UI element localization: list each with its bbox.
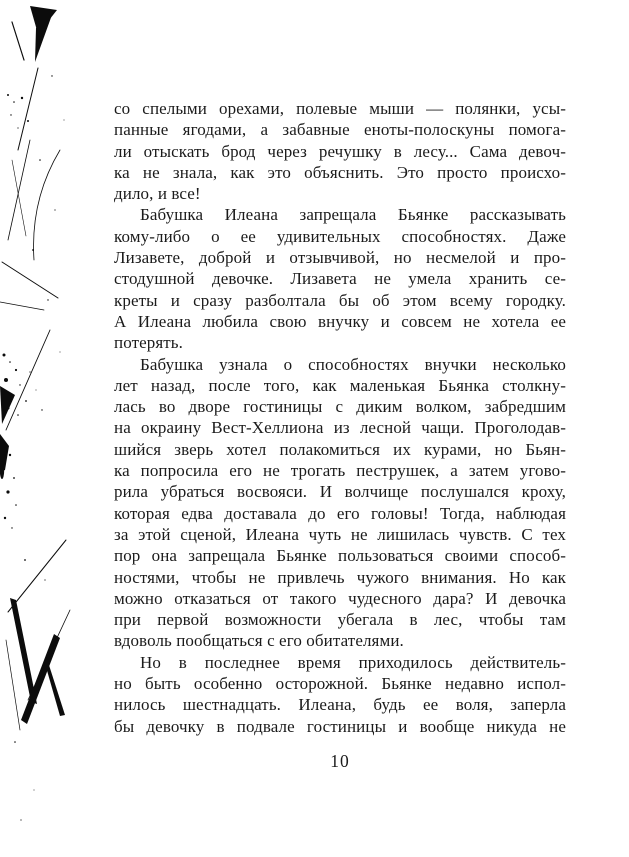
text-line: ка попросила его не трогать пеструшек, а затем угово- bbox=[114, 461, 566, 481]
text-line: Лизавете, доброй и отзывчивой, но несмелой и про- bbox=[114, 248, 566, 268]
text-line: со спелыми орехами, полевые мыши — полянки, усы- bbox=[114, 99, 566, 118]
text-line: пор она запрещала Бьянке пользоваться своими способ- bbox=[114, 546, 566, 566]
text-line: лась во дворе гостиницы с диким волком, забредшим bbox=[114, 397, 566, 417]
text-line: вдоволь пообщаться с его обитателями. bbox=[114, 631, 404, 651]
text-line: Бабушка Илеана запрещала Бьянке рассказывать bbox=[140, 205, 566, 225]
text-line: шийся зверь хотел полакомиться их курами, но Бьян- bbox=[114, 439, 566, 459]
ink-shard bbox=[0, 386, 15, 424]
text-line: которая едва доставала до его головы! Тогда, наблюдая bbox=[114, 503, 566, 523]
paragraph bbox=[114, 204, 566, 353]
text-line: рила убраться восвояси. И волчище послушался кроху, bbox=[114, 482, 566, 502]
text-line: кому-либо о ее удивительных способностях. Даже bbox=[114, 226, 566, 246]
text-line: бы девочку в подвале гостиницы и вообще никуда не bbox=[114, 716, 566, 736]
text-line: А Илеана любила свою внучку и совсем не хотела ее bbox=[114, 311, 566, 331]
paragraph bbox=[114, 354, 566, 652]
ink-shard bbox=[10, 598, 37, 704]
page-number: 10 bbox=[330, 751, 350, 771]
text-line: Но в последнее время приходилось действитель- bbox=[140, 652, 566, 672]
text-line: креты и сразу разболтала бы об этом всему городку. bbox=[114, 290, 566, 310]
ink-shard bbox=[44, 660, 65, 716]
margin-ink-decoration bbox=[0, 0, 112, 857]
paragraph bbox=[114, 98, 566, 204]
text-line: стодушной девочке. Лизавета не умела хранить се- bbox=[114, 269, 566, 289]
text-line: можно отказаться от такого чудесного дара? И девочка bbox=[114, 588, 566, 608]
ink-scratch bbox=[12, 22, 24, 60]
text-line: потерять. bbox=[114, 333, 183, 353]
text-line: за этой сценой, Илеана чуть не лишилась чувств. С тех bbox=[114, 524, 566, 544]
text-line: но быть особенно осторожной. Бьянке недавно испол- bbox=[114, 674, 566, 694]
paragraph bbox=[114, 652, 566, 737]
text-block bbox=[114, 98, 566, 737]
text-line: дило, и все! bbox=[114, 184, 201, 204]
text-line: нилось шестнадцать. Илеана, будь ее воля, заперла bbox=[114, 695, 566, 715]
text-line: Бабушка узнала о способностях внучки несколько bbox=[140, 354, 566, 374]
text-line: ка не знала, как это объяснить. Это просто происхо- bbox=[114, 162, 566, 182]
text-line: ностями, чтобы не привлечь чужого внимания. Но как bbox=[114, 567, 566, 587]
text-line: лет назад, после того, как маленькая Бьянка столкну- bbox=[114, 375, 566, 395]
text-line: ли отыскать брод через речушку в лесу... Сама девоч- bbox=[114, 141, 566, 161]
text-line: при первой возможности убегала в лес, чтобы там bbox=[114, 610, 566, 630]
text-line: на окраину Вест-Хеллиона из лесной чащи. Проголодав- bbox=[114, 418, 566, 438]
text-line: панные ягодами, а забавные еноты-полоскуны помога- bbox=[114, 120, 566, 140]
